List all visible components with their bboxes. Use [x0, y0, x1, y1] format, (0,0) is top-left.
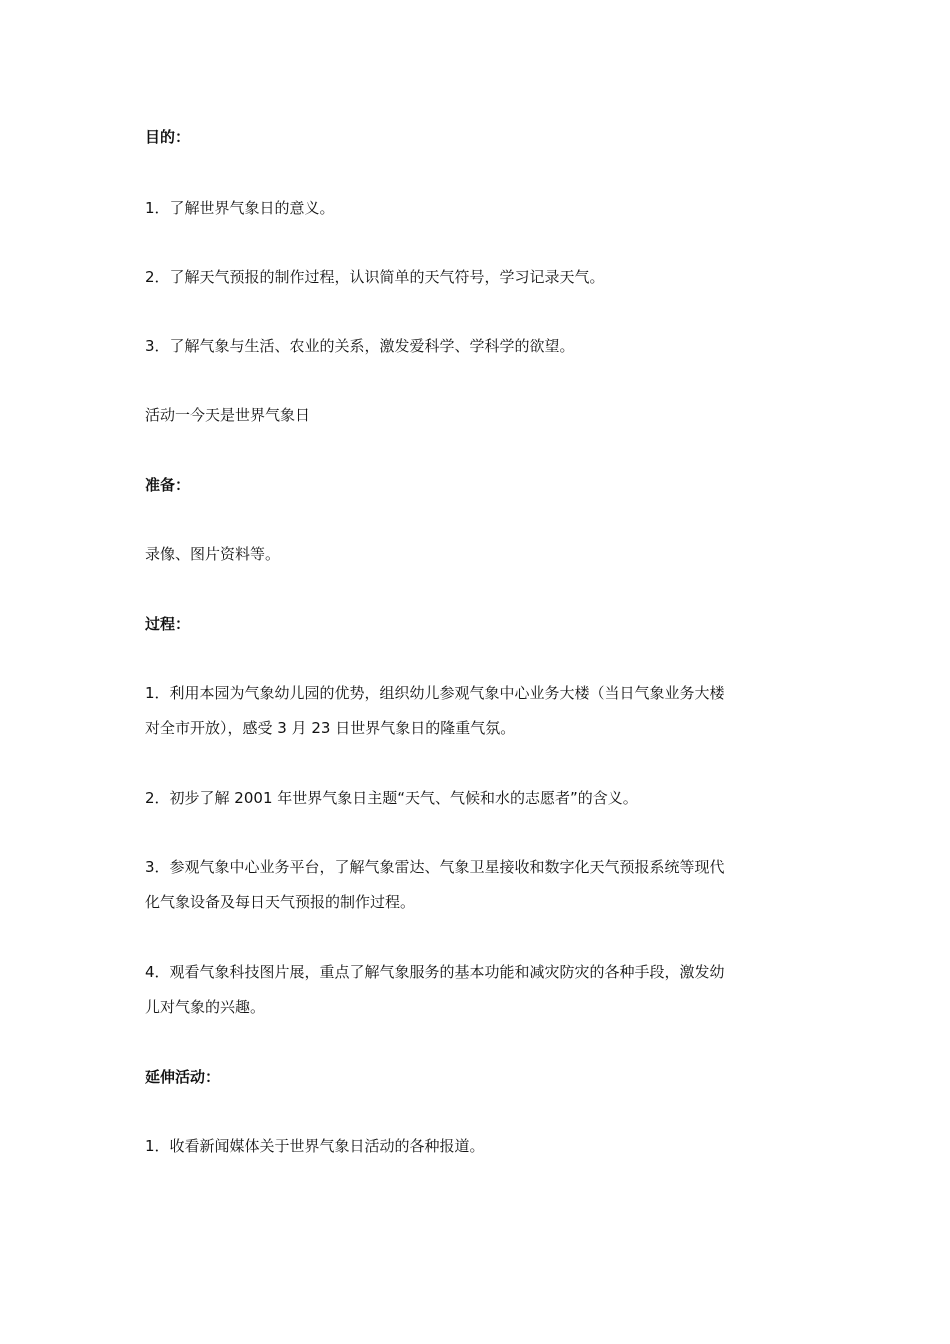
process-item-4-line-1: 4．观看气象科技图片展，重点了解气象服务的基本功能和减灾防灾的各种手段，激发幼: [145, 963, 725, 981]
process-item-1-line-1: 1．利用本园为气象幼儿园的优势，组织幼儿参观气象中心业务大楼（当日气象业务大楼: [145, 684, 725, 702]
goal-item-2: 2．了解天气预报的制作过程，认识简单的天气符号，学习记录天气。: [145, 268, 605, 286]
process-item-2: 2．初步了解 2001 年世界气象日主题“天气、气候和水的志愿者”的含义。: [145, 789, 638, 807]
prep-text: 录像、图片资料等。: [145, 545, 281, 563]
process-item-4-line-2: 儿对气象的兴趣。: [145, 998, 266, 1016]
extension-item-1: 1．收看新闻媒体关于世界气象日活动的各种报道。: [145, 1137, 485, 1155]
process-item-1-line-2: 对全市开放），感受 3 月 23 日世界气象日的隆重气氛。: [145, 719, 516, 737]
activity-title: 活动一今天是世界气象日: [145, 406, 311, 424]
heading-extension: 延伸活动：: [145, 1068, 221, 1086]
process-item-3-line-2: 化气象设备及每日天气预报的制作过程。: [145, 893, 416, 911]
heading-goal: 目的：: [145, 128, 191, 146]
process-item-3-line-1: 3．参观气象中心业务平台，了解气象雷达、气象卫星接收和数字化天气预报系统等现代: [145, 858, 725, 876]
heading-prep: 准备：: [145, 476, 191, 494]
goal-item-3: 3．了解气象与生活、农业的关系，激发爱科学、学科学的欲望。: [145, 337, 575, 355]
goal-item-1: 1．了解世界气象日的意义。: [145, 199, 335, 217]
heading-process: 过程：: [145, 615, 191, 633]
